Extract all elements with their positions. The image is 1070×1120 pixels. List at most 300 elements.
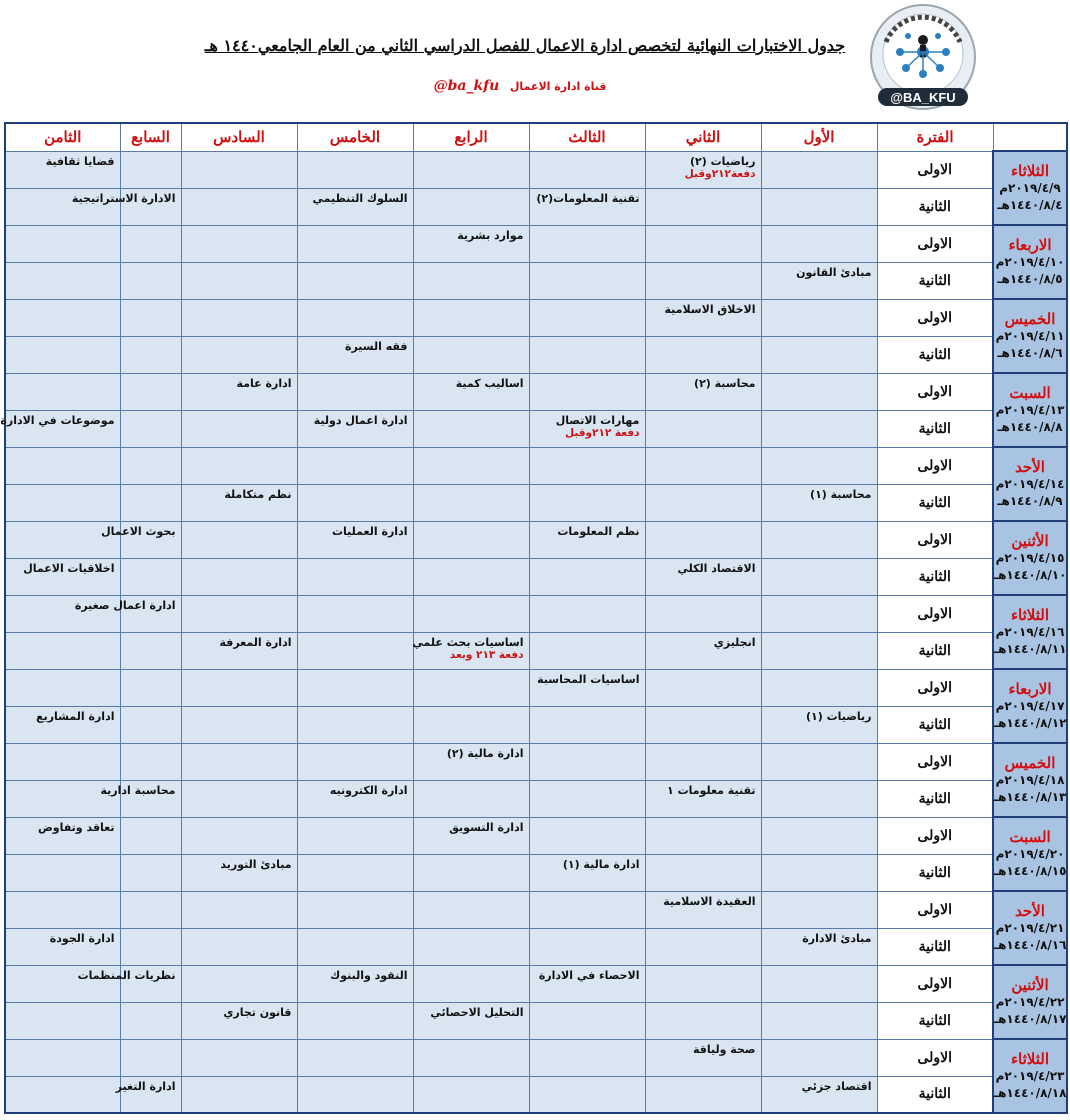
period-cell: الاولى	[877, 891, 993, 928]
level-header-3: الثالث	[529, 123, 645, 151]
exam-cell-level-2	[645, 447, 761, 484]
period-cell: الثانية	[877, 706, 993, 743]
day-cell	[993, 817, 1067, 891]
exam-cell-level-6	[181, 299, 297, 336]
exam-cell-level-1	[761, 891, 877, 928]
exam-cell-level-6	[181, 262, 297, 299]
exam-cell-level-7	[120, 447, 181, 484]
exam-cell-level-2	[645, 817, 761, 854]
gregorian-date: ٢٠١٩/٤/١٠م	[995, 255, 1065, 269]
exam-cell-level-2	[645, 928, 761, 965]
level-header-4: الرابع	[413, 123, 529, 151]
course-name: التحليل الاحصائي	[430, 1005, 524, 1019]
exam-cell-level-5	[297, 632, 413, 669]
day-name: الخميس	[1004, 310, 1056, 328]
hijri-date: ١٤٤٠/٨/٦هـ	[997, 346, 1063, 360]
exam-cell-level-4	[413, 262, 529, 299]
exam-cell-level-7	[77, 965, 181, 1002]
exam-cell-level-8	[5, 1002, 120, 1039]
course-name: تقنية المعلومات(٢)	[536, 191, 640, 205]
exam-cell-level-4	[413, 410, 529, 447]
exam-cell-level-1	[761, 336, 877, 373]
course-name: ادارة اعمال دولية	[313, 413, 408, 427]
exam-cell-level-4	[413, 1002, 529, 1039]
period-cell: الاولى	[877, 447, 993, 484]
period-cell: الثانية	[877, 632, 993, 669]
exam-cell-level-3	[529, 1039, 645, 1076]
exam-cell-level-4	[413, 817, 529, 854]
exam-cell-level-3	[529, 632, 645, 669]
period-cell: الثانية	[877, 336, 993, 373]
exam-cell-level-2	[645, 521, 761, 558]
level-header-2: الثاني	[645, 123, 761, 151]
exam-cell-level-8	[5, 484, 120, 521]
exam-cell-level-6	[181, 447, 297, 484]
table-row	[5, 151, 1067, 188]
exam-cell-level-6	[181, 891, 297, 928]
exam-cell-level-3	[529, 521, 645, 558]
exam-cell-level-2	[645, 373, 761, 410]
exam-cell-level-5	[297, 262, 413, 299]
exam-cell-level-6	[181, 484, 297, 521]
exam-cell-level-6	[181, 817, 297, 854]
exam-cell-level-5	[297, 1002, 413, 1039]
exam-cell-level-7	[120, 225, 181, 262]
exam-cell-level-2	[645, 595, 761, 632]
hijri-date: ١٤٤٠/٨/١٠هـ	[994, 568, 1067, 582]
gregorian-date: ٢٠١٩/٤/٢٣م	[995, 1069, 1065, 1083]
exam-cell-level-5	[297, 558, 413, 595]
exam-cell-level-4	[413, 484, 529, 521]
exam-cell-level-1	[761, 928, 877, 965]
page-title: جدول الاختبارات النهائية لتخصص ادارة الاعمال للفصل الدراسي الثاني من العام الجامعي١٤٤٠ هـ	[204, 36, 846, 55]
period-cell: الاولى	[877, 225, 993, 262]
level-header-5: الخامس	[297, 123, 413, 151]
exam-cell-level-2	[645, 410, 761, 447]
course-name: موارد بشرية	[457, 228, 524, 242]
exam-cell-level-7	[120, 743, 181, 780]
exam-cell-level-3	[529, 299, 645, 336]
table-row	[5, 965, 1067, 1002]
course-name: الاقتصاد الكلي	[677, 561, 756, 575]
exam-cell-level-2	[645, 669, 761, 706]
course-name: ادارة العمليات	[332, 524, 408, 538]
hijri-date: ١٤٤٠/٨/١٣هـ	[994, 790, 1067, 804]
table-row	[5, 706, 1067, 743]
period-cell: الاولى	[877, 299, 993, 336]
exam-cell-level-5	[297, 706, 413, 743]
day-cell	[993, 1039, 1067, 1113]
gregorian-date: ٢٠١٩/٤/١٥م	[995, 551, 1065, 565]
exam-cell-level-1	[761, 373, 877, 410]
exam-cell-level-5	[297, 410, 413, 447]
period-header: الفترة	[877, 123, 993, 151]
table-row	[5, 1002, 1067, 1039]
exam-cell-level-5	[297, 484, 413, 521]
exam-cell-level-5	[297, 299, 413, 336]
exam-cell-level-2	[645, 965, 761, 1002]
period-cell: الثانية	[877, 780, 993, 817]
exam-cell-level-3	[529, 484, 645, 521]
course-name: محاسبة (١)	[810, 487, 872, 501]
exam-cell-level-7	[120, 262, 181, 299]
exam-cell-level-7	[115, 1076, 181, 1113]
exam-cell-level-5	[297, 1039, 413, 1076]
exam-cell-level-4	[413, 1076, 529, 1113]
course-name: نظم المعلومات	[557, 524, 640, 538]
day-name: الثلاثاء	[1010, 1050, 1049, 1068]
exam-cell-level-6	[181, 595, 297, 632]
period-cell: الثانية	[877, 188, 993, 225]
day-name: الثلاثاء	[1010, 606, 1049, 624]
hijri-date: ١٤٤٠/٨/٤هـ	[997, 198, 1063, 212]
exam-cell-level-7	[100, 780, 181, 817]
exam-cell-level-8	[5, 447, 120, 484]
exam-cell-level-5	[297, 743, 413, 780]
table-row	[5, 1039, 1067, 1076]
exam-cell-level-2	[645, 743, 761, 780]
header-row	[5, 123, 1067, 151]
course-name: محاسبة (٢)	[694, 376, 756, 390]
exam-cell-level-3	[529, 558, 645, 595]
exam-cell-level-4	[413, 928, 529, 965]
hijri-date: ١٤٤٠/٨/١٢هـ	[994, 716, 1067, 730]
exam-cell-level-2	[645, 780, 761, 817]
day-name: الخميس	[1004, 754, 1056, 772]
table-row	[5, 817, 1067, 854]
exam-cell-level-4	[413, 780, 529, 817]
exam-cell-level-7	[120, 1039, 181, 1076]
exam-cell-level-5	[297, 521, 413, 558]
exam-cell-level-7	[120, 299, 181, 336]
exam-cell-level-5	[297, 595, 413, 632]
exam-cell-level-2	[645, 891, 761, 928]
course-name: صحة ولياقة	[692, 1042, 756, 1056]
exam-cell-level-3	[529, 817, 645, 854]
exam-cell-level-6	[181, 1039, 297, 1076]
period-cell: الاولى	[877, 151, 993, 188]
course-name: بحوث الاعمال	[101, 524, 176, 538]
course-name: ادارة اعمال صغيرة	[74, 598, 176, 612]
gregorian-date: ٢٠١٩/٤/٢٢م	[995, 995, 1065, 1009]
table-row	[5, 891, 1067, 928]
exam-cell-level-8	[5, 225, 120, 262]
cohort-note: دفعة٢١٢وقبل	[684, 167, 756, 180]
period-cell: الثانية	[877, 484, 993, 521]
exam-cell-level-4	[413, 299, 529, 336]
cohort-note: دفعة ٢١٢وقبل	[564, 426, 640, 439]
table-row	[5, 558, 1067, 595]
period-cell: الثانية	[877, 1002, 993, 1039]
exam-cell-level-5	[297, 447, 413, 484]
exam-cell-level-3	[529, 669, 645, 706]
day-cell	[993, 373, 1067, 447]
hijri-date: ١٤٤٠/٨/١١هـ	[994, 642, 1067, 656]
exam-cell-level-4	[413, 891, 529, 928]
course-name: النقود والبنوك	[330, 968, 408, 982]
exam-cell-level-6	[181, 706, 297, 743]
hijri-date: ١٤٤٠/٨/٥هـ	[997, 272, 1063, 286]
exam-cell-level-8	[5, 299, 120, 336]
exam-schedule-table	[0, 122, 1068, 1114]
exam-cell-level-4	[413, 188, 529, 225]
day-name: الأثنين	[1011, 976, 1049, 994]
day-cell	[993, 299, 1067, 373]
exam-cell-level-8	[5, 743, 120, 780]
exam-cell-level-6	[181, 336, 297, 373]
exam-cell-level-3	[529, 965, 645, 1002]
exam-cell-level-6	[181, 743, 297, 780]
day-cell	[993, 447, 1067, 521]
gregorian-date: ٢٠١٩/٤/١١م	[995, 329, 1065, 343]
course-name: ادارة التسويق	[449, 820, 524, 834]
table-row	[5, 1076, 1067, 1113]
exam-cell-level-7	[120, 928, 181, 965]
exam-cell-level-8	[5, 558, 120, 595]
exam-cell-level-5	[297, 225, 413, 262]
table-row	[5, 447, 1067, 484]
period-cell: الثانية	[877, 1076, 993, 1113]
exam-cell-level-7	[120, 632, 181, 669]
exam-cell-level-6	[181, 854, 297, 891]
course-name: ادارة الكترونيه	[329, 783, 408, 797]
period-cell: الاولى	[877, 743, 993, 780]
exam-cell-level-3	[529, 1076, 645, 1113]
exam-cell-level-6	[181, 225, 297, 262]
logo-handle: @BA_KFU	[890, 90, 956, 105]
course-name: مبادئ التوريد	[220, 857, 292, 871]
day-name: السبت	[1009, 384, 1051, 402]
exam-cell-level-4	[413, 669, 529, 706]
period-cell: الاولى	[877, 965, 993, 1002]
course-name: الاخلاق الاسلامية	[664, 302, 756, 316]
table-row	[5, 632, 1067, 669]
table-row	[5, 262, 1067, 299]
exam-cell-level-4	[413, 595, 529, 632]
gregorian-date: ٢٠١٩/٤/٢١م	[995, 921, 1065, 935]
cohort-note: دفعة ٢١٣ وبعد	[449, 648, 524, 661]
exam-cell-level-3	[529, 262, 645, 299]
exam-cell-level-3	[529, 410, 645, 447]
exam-cell-level-3	[529, 1002, 645, 1039]
course-name: السلوك التنظيمي	[312, 191, 408, 205]
exam-cell-level-1	[761, 188, 877, 225]
exam-cell-level-7	[120, 817, 181, 854]
course-name: ادارة المعرفة	[219, 635, 292, 649]
course-name: فقه السيرة	[344, 339, 408, 353]
exam-cell-level-3	[529, 373, 645, 410]
exam-cell-level-7	[120, 1002, 181, 1039]
level-header-8: الثامن	[5, 123, 120, 151]
exam-cell-level-7	[120, 151, 181, 188]
exam-cell-level-7	[120, 484, 181, 521]
exam-cell-level-2	[645, 151, 761, 188]
exam-cell-level-5	[297, 780, 413, 817]
channel-handle[interactable]: @ba_kfu	[433, 78, 500, 94]
exam-cell-level-2	[645, 336, 761, 373]
channel-line	[420, 78, 620, 94]
course-name: ادارة التغير	[115, 1079, 176, 1093]
course-name: مهارات الاتصال	[555, 413, 640, 427]
exam-cell-level-6	[181, 373, 297, 410]
table-row	[5, 669, 1067, 706]
exam-cell-level-6	[181, 965, 297, 1002]
course-name: العقيدة الاسلامية	[663, 894, 756, 908]
exam-cell-level-8	[5, 151, 120, 188]
course-name: نظريات المنظمات	[77, 968, 176, 982]
exam-cell-level-6	[181, 1002, 297, 1039]
table-row	[5, 299, 1067, 336]
exam-cell-level-5	[297, 928, 413, 965]
period-cell: الاولى	[877, 373, 993, 410]
gregorian-date: ٢٠١٩/٤/١٤م	[995, 477, 1065, 491]
exam-cell-level-6	[181, 410, 297, 447]
level-header-1: الأول	[761, 123, 877, 151]
period-cell: الاولى	[877, 669, 993, 706]
exam-cell-level-6	[181, 669, 297, 706]
hijri-date: ١٤٤٠/٨/١٦هـ	[994, 938, 1067, 952]
course-name: ادارة الجودة	[49, 931, 115, 945]
exam-cell-level-1	[761, 706, 877, 743]
exam-cell-level-7	[120, 669, 181, 706]
table-row	[5, 484, 1067, 521]
exam-cell-level-3	[529, 706, 645, 743]
exam-cell-level-1	[761, 484, 877, 521]
day-name: الأحد	[1015, 902, 1045, 920]
exam-cell-level-4	[413, 632, 529, 669]
period-cell: الاولى	[877, 521, 993, 558]
exam-cell-level-1	[761, 595, 877, 632]
exam-cell-level-2	[645, 706, 761, 743]
day-name: الثلاثاء	[1010, 162, 1049, 180]
exam-cell-level-5	[297, 965, 413, 1002]
hijri-date: ١٤٤٠/٨/١٨هـ	[994, 1086, 1067, 1100]
exam-cell-level-5	[297, 336, 413, 373]
course-name: تقنية معلومات ١	[667, 783, 756, 797]
exam-cell-level-8	[5, 706, 120, 743]
hijri-date: ١٤٤٠/٨/٨هـ	[997, 420, 1063, 434]
exam-cell-level-3	[529, 595, 645, 632]
gregorian-date: ٢٠١٩/٤/٩م	[999, 181, 1061, 195]
exam-cell-level-2	[645, 854, 761, 891]
exam-cell-level-1	[761, 225, 877, 262]
exam-cell-level-5	[297, 817, 413, 854]
exam-cell-level-7	[101, 521, 181, 558]
exam-cell-level-4	[413, 854, 529, 891]
course-name: اخلاقيات الاعمال	[23, 561, 115, 575]
table-row	[5, 854, 1067, 891]
exam-cell-level-2	[645, 1076, 761, 1113]
exam-cell-level-4	[413, 1039, 529, 1076]
exam-cell-level-4	[413, 743, 529, 780]
day-cell	[993, 743, 1067, 817]
course-name: ادارة مالية (٢)	[446, 746, 524, 760]
exam-cell-level-6	[181, 151, 297, 188]
exam-cell-level-7	[120, 854, 181, 891]
exam-cell-level-7	[120, 558, 181, 595]
exam-cell-level-7	[120, 706, 181, 743]
course-name: ادارة مالية (١)	[562, 857, 640, 871]
course-name: موضوعات في الادارة	[0, 413, 115, 427]
exam-cell-level-1	[761, 558, 877, 595]
table-row	[5, 336, 1067, 373]
exam-cell-level-1	[761, 632, 877, 669]
exam-cell-level-8	[5, 928, 120, 965]
schedule-body	[0, 151, 1067, 1113]
channel-name: قناة ادارة الاعمال	[509, 80, 607, 93]
course-name: مبادئ الادارة	[802, 931, 872, 945]
exam-cell-level-2	[645, 262, 761, 299]
table-row	[5, 410, 1067, 447]
day-cell	[993, 595, 1067, 669]
gregorian-date: ٢٠١٩/٤/١٣م	[995, 403, 1065, 417]
course-name: الادارة الاستراتيجية	[71, 191, 176, 205]
table-row	[5, 928, 1067, 965]
exam-cell-level-1	[761, 743, 877, 780]
exam-cell-level-2	[645, 558, 761, 595]
exam-cell-level-1	[761, 854, 877, 891]
exam-cell-level-1	[761, 151, 877, 188]
exam-cell-level-2	[645, 1039, 761, 1076]
exam-cell-level-4	[413, 336, 529, 373]
exam-cell-level-8	[5, 336, 120, 373]
exam-cell-level-6	[181, 558, 297, 595]
exam-cell-level-4	[413, 225, 529, 262]
corner-cell	[993, 123, 1067, 151]
exam-cell-level-7	[74, 595, 181, 632]
exam-cell-level-1	[761, 299, 877, 336]
exam-cell-level-3	[529, 188, 645, 225]
hijri-date: ١٤٤٠/٨/١٧هـ	[994, 1012, 1067, 1026]
gregorian-date: ٢٠١٩/٤/٢٠م	[995, 847, 1065, 861]
exam-cell-level-8	[0, 410, 120, 447]
exam-cell-level-5	[297, 669, 413, 706]
exam-cell-level-1	[761, 669, 877, 706]
course-name: ادارة عامة	[236, 376, 292, 390]
exam-cell-level-1	[761, 262, 877, 299]
course-name: رياضيات (١)	[805, 709, 872, 723]
exam-cell-level-6	[181, 928, 297, 965]
gregorian-date: ٢٠١٩/٤/١٧م	[995, 699, 1065, 713]
course-name: الاحصاء في الادارة	[538, 968, 640, 982]
course-name: اقتصاد جزئي	[801, 1079, 872, 1093]
table-row	[5, 780, 1067, 817]
exam-cell-level-5	[297, 188, 413, 225]
exam-cell-level-7	[120, 373, 181, 410]
exam-cell-level-6	[181, 632, 297, 669]
exam-cell-level-2	[645, 632, 761, 669]
course-name: اساليب كمية	[455, 376, 524, 390]
exam-cell-level-3	[529, 225, 645, 262]
exam-cell-level-1	[761, 447, 877, 484]
gregorian-date: ٢٠١٩/٤/١٨م	[995, 773, 1065, 787]
day-cell	[993, 891, 1067, 965]
period-cell: الاولى	[877, 1039, 993, 1076]
course-name: اساسيات بحث علمي	[412, 635, 524, 649]
exam-cell-level-8	[5, 854, 120, 891]
hijri-date: ١٤٤٠/٨/١٥هـ	[994, 864, 1067, 878]
exam-cell-level-5	[297, 373, 413, 410]
exam-cell-level-4	[413, 558, 529, 595]
document-header	[0, 0, 1070, 118]
course-name: نظم متكاملة	[224, 487, 292, 501]
exam-cell-level-1	[761, 780, 877, 817]
exam-cell-level-1	[761, 1039, 877, 1076]
period-cell: الثانية	[877, 854, 993, 891]
day-name: السبت	[1009, 828, 1051, 846]
hijri-date: ١٤٤٠/٨/٩هـ	[997, 494, 1063, 508]
exam-cell-level-3	[529, 854, 645, 891]
